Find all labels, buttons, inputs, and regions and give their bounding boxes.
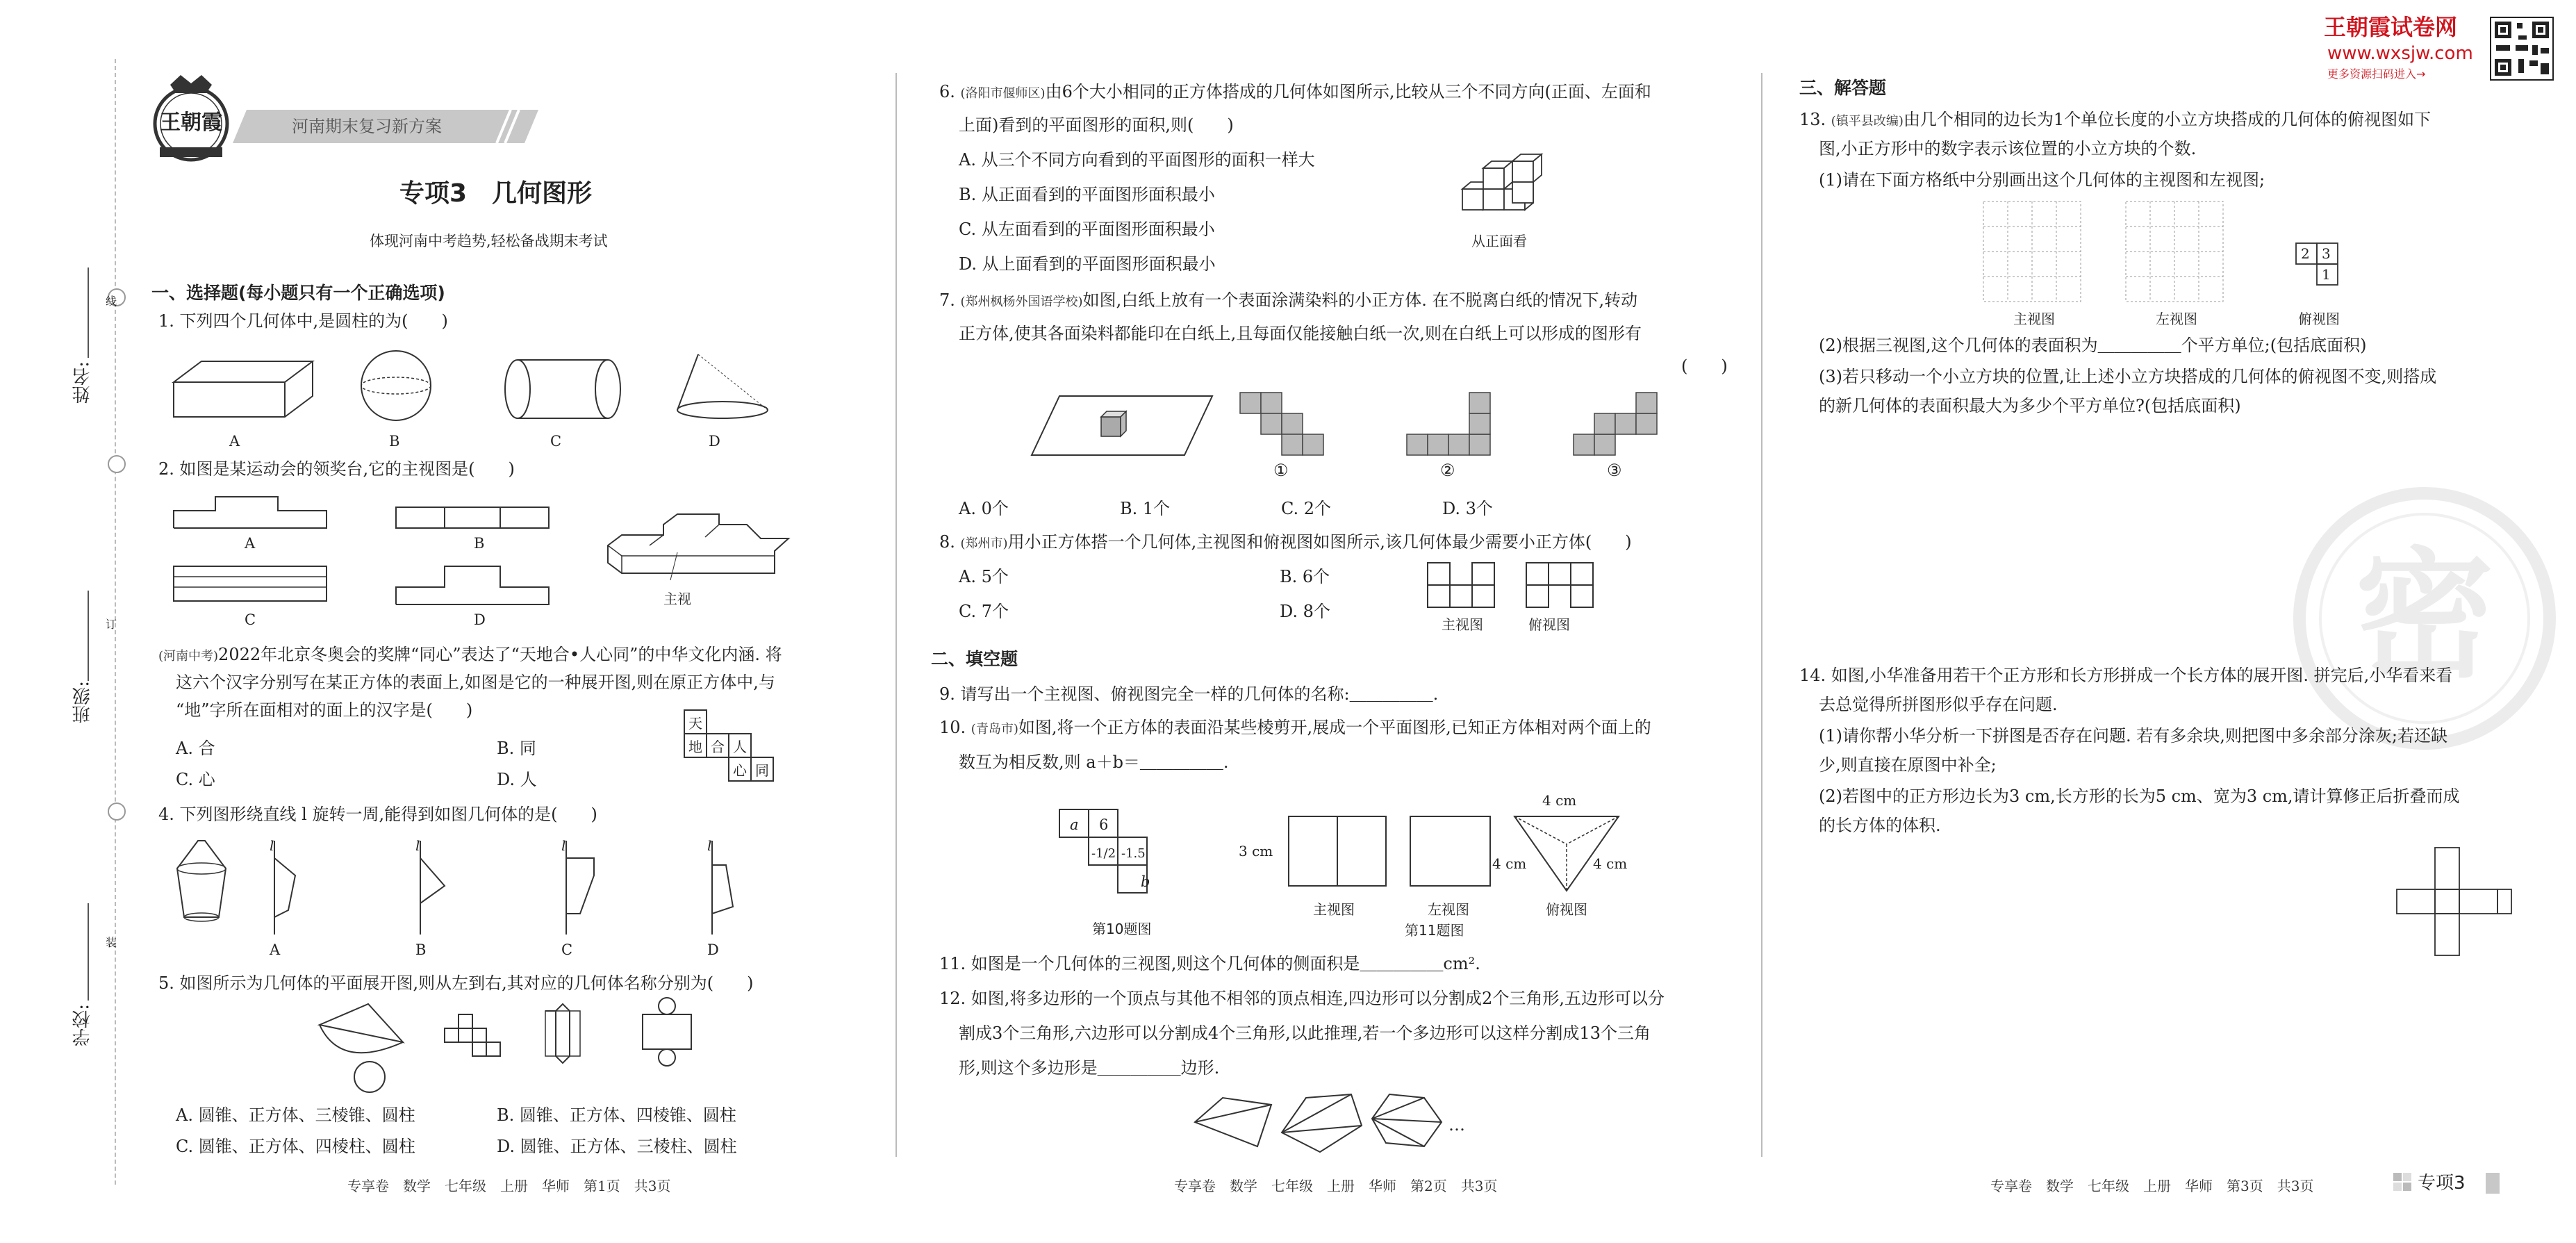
page-title: 专项3 几何图形 bbox=[399, 179, 593, 208]
q7-option-b: B. 1个 bbox=[1120, 499, 1171, 518]
footer-tag-bar bbox=[2486, 1173, 2500, 1194]
seal-char: 线 bbox=[106, 295, 117, 308]
q4-axis-label: l bbox=[270, 837, 274, 854]
q4-label-d: D bbox=[707, 941, 719, 958]
q6-line1: 6. (洛阳市偃师区)由6个大小相同的正方体搭成的几何体如图所示,比较从三个不同方向(正面、左面和 bbox=[939, 82, 1651, 101]
q7-option-a: A. 0个 bbox=[959, 499, 1009, 518]
q2-label-c: C bbox=[245, 611, 256, 628]
q13-part3b: 的新几何体的表面积最大为多少个平方单位?(包括底面积) bbox=[1819, 396, 2241, 415]
q3-net-cell: 天 bbox=[688, 715, 702, 732]
q8-line: 8. (郑州市)用小正方体搭一个几何体,主视图和俯视图如图所示,该几何体最少需要小正方体( ) bbox=[939, 532, 1632, 552]
q10-cell-b: b bbox=[1141, 873, 1150, 890]
q11-dim-height: 3 cm bbox=[1239, 843, 1273, 859]
q12-polygons bbox=[1195, 1091, 1459, 1153]
q3-option-b: B. 同 bbox=[497, 739, 536, 758]
brand-website[interactable]: www.wxsjw.com bbox=[2327, 43, 2473, 64]
q3-net-cell: 地 bbox=[688, 739, 702, 755]
q11-caption-front: 主视图 bbox=[1313, 901, 1355, 918]
q3-option-d: D. 人 bbox=[497, 770, 537, 789]
q13-caption-front: 主视图 bbox=[2013, 311, 2055, 327]
q13-caption-top: 俯视图 bbox=[2298, 311, 2340, 327]
q11-views bbox=[1289, 813, 1636, 896]
seal-char: 订 bbox=[106, 618, 117, 631]
q12-line1: 12. 如图,将多边形的一个顶点与其他不相邻的顶点相连,四边形可以分割成2个三角形,五边形可以分 bbox=[939, 989, 1665, 1008]
q8-caption-top: 俯视图 bbox=[1528, 616, 1570, 633]
q5-nets-figure bbox=[313, 1001, 729, 1098]
footer-page2: 专享卷 数学 七年级 上册 华师 第2页 共3页 bbox=[1174, 1178, 1498, 1194]
q7-label-1: ① bbox=[1273, 461, 1289, 480]
q3-option-a: A. 合 bbox=[176, 739, 215, 758]
q4-label-b: B bbox=[415, 941, 427, 958]
q7-label-3: ③ bbox=[1607, 461, 1622, 480]
q2-options-figure bbox=[174, 490, 563, 629]
q7-option-d: D. 3个 bbox=[1442, 499, 1493, 518]
q10-line1-text: 如图,将一个正方体的表面沿某些棱剪开,展成一个平面图形,已知正方体相对两个面上的 bbox=[1018, 718, 1651, 737]
q8-caption-front: 主视图 bbox=[1442, 616, 1483, 633]
q10-cell-a: a bbox=[1070, 816, 1079, 833]
q10-cell-half: -1/2 bbox=[1091, 846, 1116, 861]
q10-source: (青岛市) bbox=[971, 722, 1018, 736]
class-field[interactable] bbox=[88, 591, 89, 681]
q11-dim-top: 4 cm bbox=[1542, 792, 1577, 809]
q10-cell-6: 6 bbox=[1099, 816, 1109, 833]
binding-hole bbox=[108, 455, 126, 473]
q11-caption-top: 俯视图 bbox=[1546, 901, 1587, 918]
q4-label-c: C bbox=[561, 941, 573, 958]
section-answer: 三、解答题 bbox=[1799, 78, 1887, 98]
q5-option-a: A. 圆锥、正方体、三棱锥、圆柱 bbox=[176, 1105, 415, 1125]
q1-label-c: C bbox=[550, 433, 562, 450]
q4-axis-label: l bbox=[415, 837, 420, 854]
q3-source: (河南中考) bbox=[158, 649, 219, 664]
q7-source: (郑州枫杨外国语学校) bbox=[960, 295, 1083, 309]
school-field[interactable] bbox=[88, 903, 89, 1001]
q10-cell-1-5: -1.5 bbox=[1121, 846, 1146, 861]
q2-view-label: 主视 bbox=[663, 591, 691, 607]
q13-line1-text: 由几个相同的边长为1个单位长度的小立方块搭成的几何体的俯视图如下 bbox=[1903, 110, 2431, 129]
q5-option-b: B. 圆锥、正方体、四棱锥、圆柱 bbox=[497, 1105, 736, 1125]
q13-part2[interactable]: (2)根据三视图,这个几何体的表面积为＿＿＿＿＿个平方单位;(包括底面积) bbox=[1819, 336, 2367, 355]
seal-char: 装 bbox=[106, 936, 117, 949]
q6-cube-stack bbox=[1455, 146, 1560, 226]
q1-cone bbox=[670, 354, 775, 424]
q14-line2: 去总觉得所拼图形似乎存在问题. bbox=[1819, 695, 2058, 714]
q12-line2: 割成3个三角形,六边形可以分割成4个三角形,以此推理,若一个多边形可以这样分割成13个三角 bbox=[959, 1023, 1651, 1043]
q6-caption: 从正面看 bbox=[1471, 233, 1527, 249]
q5-option-d: D. 圆锥、正方体、三棱柱、圆柱 bbox=[497, 1137, 737, 1156]
q8-source: (郑州市) bbox=[960, 536, 1008, 551]
q6-option-d: D. 从上面看到的平面图形面积最小 bbox=[959, 254, 1216, 274]
q8-views bbox=[1428, 563, 1608, 611]
q5-option-c: C. 圆锥、正方体、四棱柱、圆柱 bbox=[176, 1137, 415, 1156]
q3-net-cell: 合 bbox=[711, 739, 725, 755]
q14-part2a: (2)若图中的正方形边长为3 cm,长方形的长为5 cm、宽为3 cm,请计算修正后折叠而成 bbox=[1819, 787, 2460, 806]
q1-text: 1. 下列四个几何体中,是圆柱的为( ) bbox=[158, 311, 448, 331]
q3-net-cell: 同 bbox=[755, 762, 769, 779]
q5-text: 5. 如图所示为几何体的平面展开图,则从左到右,其对应的几何体名称分别为( ) bbox=[158, 973, 754, 993]
q11-dim-right: 4 cm bbox=[1593, 855, 1628, 872]
q13-grid-num: 3 bbox=[2322, 245, 2331, 262]
q8-option-c: C. 7个 bbox=[959, 602, 1009, 621]
q14-net-figure[interactable] bbox=[2397, 848, 2515, 966]
q14-part1a: (1)请你帮小华分析一下拼图是否存在问题. 若有多余块,则把图中多余部分涂灰;若还缺 bbox=[1819, 726, 2447, 746]
q6-option-b: B. 从正面看到的平面图形面积最小 bbox=[959, 185, 1215, 204]
q4-figures bbox=[170, 837, 795, 938]
class-label: 班级: bbox=[72, 681, 93, 723]
q13-grids[interactable] bbox=[1983, 201, 2289, 306]
q8-option-d: D. 8个 bbox=[1280, 602, 1330, 621]
q13-grid-num: 1 bbox=[2322, 266, 2331, 283]
q7-option-c: C. 2个 bbox=[1281, 499, 1332, 518]
q2-label-a: A bbox=[245, 535, 256, 552]
q13-part1: (1)请在下面方格纸中分别画出这个几何体的主视图和左视图; bbox=[1819, 170, 2265, 190]
section-fill: 二、填空题 bbox=[931, 649, 1018, 669]
q7-label-2: ② bbox=[1440, 461, 1455, 480]
q1-cuboid bbox=[174, 354, 320, 424]
q1-label-b: B bbox=[389, 433, 400, 450]
binding-hole bbox=[108, 802, 126, 821]
name-label: 姓名: bbox=[72, 361, 93, 404]
q12-ellipsis: … bbox=[1448, 1115, 1465, 1135]
q10-line2[interactable]: 数互为相反数,则 a＋b＝＿＿＿＿＿. bbox=[959, 752, 1229, 772]
section-choice: 一、选择题(每小题只有一个正确选项) bbox=[151, 283, 445, 303]
q13-line2: 图,小正方形中的数字表示该位置的小立方块的个数. bbox=[1819, 139, 2197, 158]
q6-line1-text: 由6个大小相同的正方体搭成的几何体如图所示,比较从三个不同方向(正面、左面和 bbox=[1045, 82, 1651, 101]
q11-caption-left: 左视图 bbox=[1428, 901, 1469, 918]
q7-line1-text: 如图,白纸上放有一个表面涂满染料的小正方体. 在不脱离白纸的情况下,转动 bbox=[1082, 290, 1638, 310]
q11-dim-left: 4 cm bbox=[1492, 855, 1527, 872]
q10-line1: 10. (青岛市)如图,将一个正方体的表面沿某些棱剪开,展成一个平面图形,已知正方体相对两个面上的 bbox=[939, 718, 1651, 737]
q14-part2b: 的长方体的体积. bbox=[1819, 816, 1941, 835]
watermark-seal-icon bbox=[2286, 486, 2563, 750]
q3-net-cell: 心 bbox=[733, 762, 747, 779]
q7-bracket: ( ) bbox=[1681, 356, 1728, 376]
q1-label-d: D bbox=[709, 433, 720, 450]
q3-line2: 这六个汉字分别写在某正方体的表面上,如图是它的一种展开图,则在原正方体中,与 bbox=[176, 673, 775, 692]
q3-line1-text: 2022年北京冬奥会的奖牌“同心”表达了“天地合•人心同”的中华文化内涵. 将 bbox=[218, 645, 782, 664]
brand-name[interactable]: 王朝霞试卷网 bbox=[2324, 14, 2458, 40]
q3-line3: “地”字所在面相对的面上的汉字是( ) bbox=[176, 700, 473, 720]
q14-line1: 14. 如图,小华准备用若干个正方形和长方形拼成一个长方体的展开图. 拼完后,小华看来看 bbox=[1799, 666, 2453, 685]
q10-caption: 第10题图 bbox=[1092, 921, 1152, 937]
school-label: 学校: bbox=[72, 1004, 93, 1046]
page-subtitle: 体现河南中考趋势,轻松备战期末考试 bbox=[370, 233, 608, 249]
brand-note: 更多资源扫码进入→ bbox=[2327, 67, 2426, 81]
q13-source: (镇平县改编) bbox=[1831, 114, 1904, 129]
footer-tag: 专项3 bbox=[2418, 1173, 2466, 1194]
q7-line2: 正方体,使其各面染料都能印在白纸上,且每面仅能接触白纸一次,则在白纸上可以形成的图形有 bbox=[959, 324, 1642, 343]
svg-text:密: 密 bbox=[2354, 534, 2495, 697]
q14-part1b: 少,则直接在原图中补全; bbox=[1819, 755, 1997, 775]
q11-text[interactable]: 11. 如图是一个几何体的三视图,则这个几何体的侧面积是＿＿＿＿＿cm². bbox=[939, 954, 1480, 973]
q2-text: 2. 如图是某运动会的领奖台,它的主视图是( ) bbox=[158, 459, 515, 479]
q8-text: 用小正方体搭一个几何体,主视图和俯视图如图所示,该几何体最少需要小正方体( ) bbox=[1007, 532, 1632, 552]
q3-option-c: C. 心 bbox=[176, 770, 215, 789]
column-divider bbox=[1761, 73, 1762, 1157]
q13-grid-num: 2 bbox=[2301, 245, 2310, 262]
q7-line1: 7. (郑州枫杨外国语学校)如图,白纸上放有一个表面涂满染料的小正方体. 在不脱离白纸的情况下,转动 bbox=[939, 290, 1638, 310]
q2-podium-3d bbox=[608, 511, 795, 587]
q8-option-b: B. 6个 bbox=[1280, 567, 1330, 586]
q6-source: (洛阳市偃师区) bbox=[960, 86, 1046, 101]
q3-line1 bbox=[158, 643, 782, 668]
q13-caption-left: 左视图 bbox=[2156, 311, 2197, 327]
q1-label-a: A bbox=[229, 433, 240, 450]
column-divider bbox=[895, 73, 897, 1157]
q11-fig-caption: 第11题图 bbox=[1405, 922, 1464, 939]
q3-net-cell: 人 bbox=[733, 739, 747, 755]
q2-label-b: B bbox=[474, 535, 485, 552]
q6-line2: 上面)看到的平面图形的面积,则( ) bbox=[959, 115, 1234, 135]
q4-label-a: A bbox=[270, 941, 281, 958]
q12-line3[interactable]: 形,则这个多边形是＿＿＿＿＿边形. bbox=[959, 1058, 1220, 1078]
q9-text[interactable]: 9. 请写出一个主视图、俯视图完全一样的几何体的名称:＿＿＿＿＿. bbox=[939, 684, 1439, 704]
q13-line1: 13. (镇平县改编)由几个相同的边长为1个单位长度的小立方块搭成的几何体的俯视图如下 bbox=[1799, 110, 2431, 129]
q4-text: 4. 下列图形绕直线 l 旋转一周,能得到如图几何体的是( ) bbox=[158, 805, 597, 824]
series-label: 河南期末复习新方案 bbox=[292, 117, 442, 136]
name-field[interactable] bbox=[88, 267, 89, 358]
q8-option-a: A. 5个 bbox=[959, 567, 1009, 586]
footer-page3: 专享卷 数学 七年级 上册 华师 第3页 共3页 bbox=[1990, 1178, 2314, 1194]
q2-label-d: D bbox=[474, 611, 486, 628]
q7-figures bbox=[1032, 393, 1726, 479]
logo-text: 王朝霞 bbox=[160, 110, 222, 135]
q6-option-a: A. 从三个不同方向看到的平面图形的面积一样大 bbox=[959, 150, 1315, 170]
q1-cylinder bbox=[504, 354, 622, 424]
qr-code-icon[interactable] bbox=[2491, 17, 2553, 80]
q4-axis-label: l bbox=[561, 837, 566, 854]
q4-axis-label: l bbox=[707, 837, 712, 854]
q1-sphere bbox=[354, 347, 438, 424]
q13-part3a: (3)若只移动一个小立方块的位置,让上述小立方块搭成的几何体的俯视图不变,则搭成 bbox=[1819, 367, 2437, 386]
q6-option-c: C. 从左面看到的平面图形面积最小 bbox=[959, 220, 1215, 239]
footer-page1: 专享卷 数学 七年级 上册 华师 第1页 共3页 bbox=[347, 1178, 671, 1194]
